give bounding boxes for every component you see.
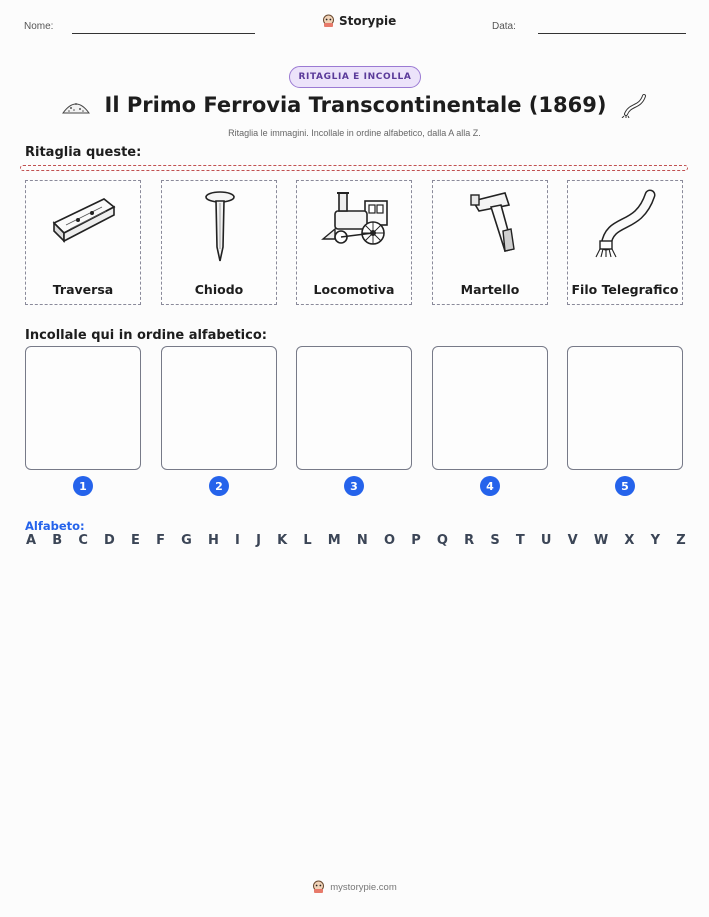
paste-section-label: Incollale qui in ordine alfabetico: — [25, 328, 267, 343]
slot-number-badge: 2 — [209, 476, 229, 496]
telegraph-wire-icon — [588, 187, 664, 259]
alphabet-letter: Z — [676, 533, 686, 548]
alphabet-letter: M — [327, 533, 341, 548]
alphabet-letter: F — [156, 533, 165, 548]
slot-number-badge: 4 — [480, 476, 500, 496]
footer — [0, 880, 709, 894]
card-label: Chiodo — [194, 282, 244, 297]
activity-badge: RITAGLIA E INCOLLA — [289, 66, 421, 88]
telegraph-wire-icon — [620, 92, 648, 118]
card-label: Martello — [460, 282, 520, 297]
alphabet-letter: I — [235, 533, 240, 548]
slot-number-badge: 1 — [73, 476, 93, 496]
hammer-icon — [453, 187, 529, 259]
alphabet-letter: Y — [650, 533, 661, 548]
alphabet-letter: G — [181, 533, 192, 548]
slot-number-badge: 3 — [344, 476, 364, 496]
spike-icon — [182, 187, 258, 267]
paste-slot-4[interactable] — [432, 346, 548, 470]
paste-slot-5[interactable] — [567, 346, 683, 470]
cut-line — [20, 165, 688, 171]
alphabet-letter: N — [356, 533, 368, 548]
cut-card-locomotiva[interactable] — [296, 180, 412, 305]
cut-card-chiodo[interactable] — [161, 180, 277, 305]
alphabet-letter: W — [593, 533, 609, 548]
card-label: Traversa — [52, 282, 114, 297]
alphabet-letter: H — [207, 533, 219, 548]
cut-card-traversa[interactable] — [25, 180, 141, 305]
locomotive-icon — [317, 187, 393, 253]
alphabet-letter: R — [464, 533, 475, 548]
alphabet-letter: T — [515, 533, 525, 548]
footer-site[interactable]: mystorypie.com — [330, 881, 397, 893]
alphabet-letter: P — [411, 533, 421, 548]
alphabet-letter: U — [540, 533, 552, 548]
alphabet-letter: O — [383, 533, 396, 548]
slot-number-badge: 5 — [615, 476, 635, 496]
alphabet-letter: B — [52, 533, 63, 548]
storypie-mascot-icon — [312, 880, 325, 894]
date-label: Data: — [492, 21, 516, 32]
alphabet-letter: A — [26, 533, 37, 548]
card-label: Filo Telegrafico — [571, 282, 679, 297]
paste-slot-3[interactable] — [296, 346, 412, 470]
alphabet-letter: C — [78, 533, 88, 548]
date-line[interactable] — [538, 33, 686, 34]
title-row — [0, 92, 709, 118]
railroad-tie-icon — [46, 187, 122, 253]
alphabet-letter: D — [104, 533, 115, 548]
gravel-pile-icon — [61, 95, 91, 115]
brand-name: Storypie — [339, 14, 397, 28]
cut-card-martello[interactable] — [432, 180, 548, 305]
alphabet-letter: S — [490, 533, 500, 548]
name-line[interactable] — [72, 33, 255, 34]
paste-slot-1[interactable] — [25, 346, 141, 470]
alphabet-letter: K — [277, 533, 288, 548]
alphabet-strip — [26, 533, 686, 548]
alphabet-letter: L — [303, 533, 312, 548]
brand-logo — [322, 14, 396, 28]
page-title: Il Primo Ferrovia Transcontinentale (1869) — [104, 93, 607, 117]
alphabet-label: Alfabeto: — [25, 519, 85, 533]
alphabet-letter: V — [567, 533, 578, 548]
paste-slot-2[interactable] — [161, 346, 277, 470]
cut-card-filo-telegrafico[interactable] — [567, 180, 683, 305]
storypie-mascot-icon — [322, 14, 335, 28]
alphabet-letter: Q — [436, 533, 448, 548]
name-label: Nome: — [24, 21, 54, 32]
alphabet-letter: J — [256, 533, 261, 548]
alphabet-letter: X — [624, 533, 635, 548]
cut-section-label: Ritaglia queste: — [25, 145, 142, 160]
instructions: Ritaglia le immagini. Incollale in ordine alfabetico, dalla A alla Z. — [228, 128, 481, 138]
card-label: Locomotiva — [313, 282, 395, 297]
alphabet-letter: E — [131, 533, 140, 548]
